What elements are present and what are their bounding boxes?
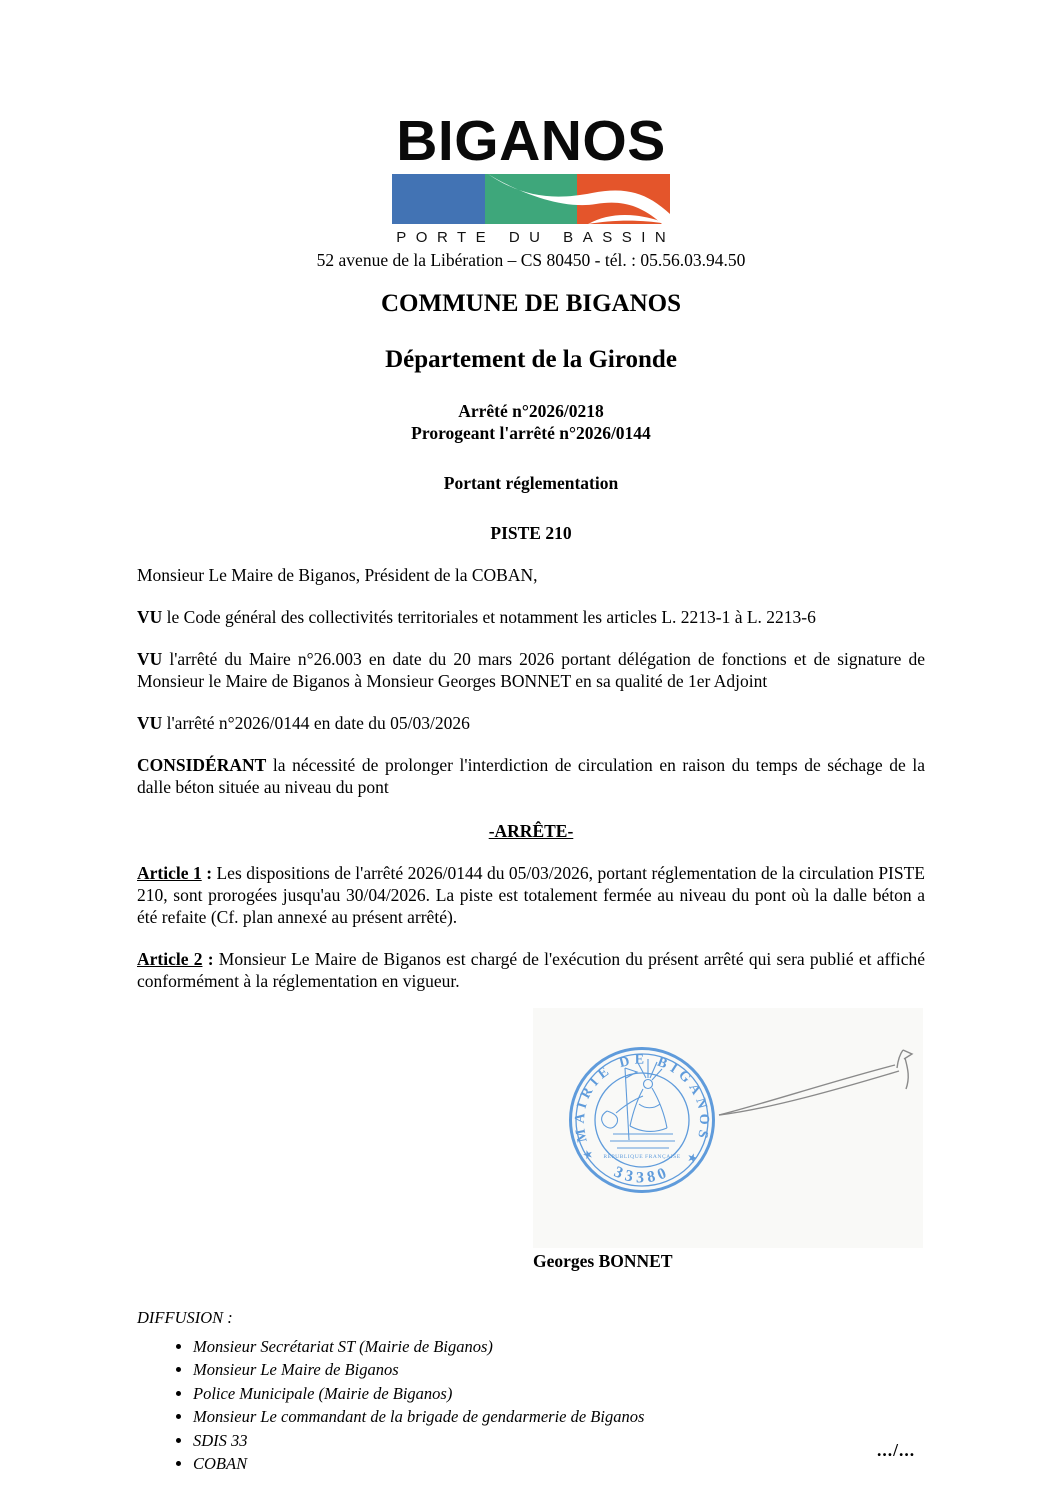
- star-icon: ★: [685, 1149, 700, 1167]
- diffusion-list: [137, 1335, 925, 1475]
- wave-swoosh-icon: [392, 174, 670, 224]
- biganos-logo: [392, 109, 676, 247]
- article2-text: Monsieur Le Maire de Biganos est chargé de l'exécution du présent arrêté qui sera publié et affiché conformément à la réglementation en vigueur.: [137, 949, 926, 992]
- diffusion-section: [137, 1308, 925, 1475]
- signer-name: Georges BONNET: [533, 1251, 673, 1271]
- paragraph-vu3: [137, 712, 925, 734]
- paragraph-intro: Monsieur Le Maire de Biganos, Président de la COBAN,: [137, 565, 538, 586]
- paragraph-vu1: [137, 606, 925, 628]
- paragraph-considerant: [137, 754, 925, 798]
- stamp-top-text: MAIRIE DE BIGANOS: [572, 1052, 712, 1144]
- vu1-text: le Code général des collectivités territoriales et notamment les articles L. 2213-1 à L. 2213-6: [162, 607, 816, 628]
- vu2-label: VU: [137, 649, 163, 670]
- article1-label: Article 1: [137, 863, 202, 884]
- diffusion-label: DIFFUSION :: [137, 1308, 233, 1327]
- diffusion-item: • Police Municipale (Mairie de Biganos): [193, 1382, 925, 1405]
- arrete-section-title: [137, 820, 925, 842]
- article2-label: Article 2: [137, 949, 203, 970]
- stamp-motto: REPUBLIQUE FRANÇAISE: [603, 1154, 681, 1160]
- vu1-label: VU: [137, 607, 163, 628]
- arrete-section-title-text: -ARRÊTE-: [488, 821, 574, 842]
- vu2-text: l'arrêté du Maire n°26.003 en date du 20 mars 2026 portant délégation de fonctions et de signature de Monsieur le Maire de Biganos à Monsieur Georges BONNET en sa qualité de 1er Adjoint: [137, 649, 925, 692]
- stamp-postal-code: 33380: [611, 1163, 673, 1187]
- document-content: [137, 0, 925, 1056]
- vu3-label: VU: [137, 713, 163, 734]
- arrete-proroge-line: Prorogeant l'arrêté n°2026/0144: [411, 423, 651, 444]
- considerant-label: CONSIDÉRANT: [137, 755, 267, 776]
- paragraph-article1: [137, 862, 925, 928]
- diffusion-item: • Monsieur Secrétariat ST (Mairie de Biganos): [193, 1335, 925, 1358]
- considerant-text: la nécessité de prolonger l'interdiction de circulation en raison du temps de séchage de la dalle béton située au niveau du pont: [137, 755, 925, 798]
- arrete-portant-line: Portant réglementation: [443, 473, 619, 494]
- scan-background: [533, 1008, 923, 1248]
- logo-tagline: PORTE DU BASSIN: [396, 229, 676, 247]
- star-icon: ★: [580, 1146, 596, 1163]
- stamp-and-signature-scan: [533, 1008, 923, 1248]
- logo-brand-text: BIGANOS: [396, 109, 666, 173]
- title-commune: COMMUNE DE BIGANOS: [380, 290, 681, 318]
- arrete-piste-line: PISTE 210: [490, 523, 572, 544]
- page-continuation-mark: .../...: [877, 1440, 916, 1460]
- diffusion-item: • SDIS 33: [193, 1429, 925, 1452]
- article2-colon: :: [202, 949, 219, 970]
- diffusion-item: • Monsieur Le Maire de Biganos: [193, 1358, 925, 1381]
- arrete-number: Arrêté n°2026/0218: [458, 401, 604, 422]
- diffusion-item: • Monsieur Le commandant de la brigade de gendarmerie de Biganos: [193, 1405, 925, 1428]
- diffusion-item: • COBAN: [193, 1452, 925, 1475]
- paragraph-article2: [137, 948, 925, 992]
- article1-text: Les dispositions de l'arrêté 2026/0144 du 05/03/2026, portant réglementation de la circulation PISTE 210, sont prorogées jusqu'au 30/04/2026. La piste est totalement fermée au niveau du pont où la dalle béton a été refaite (Cf. plan annexé au présent arrêté).: [137, 863, 925, 928]
- title-departement: Département de la Gironde: [385, 346, 677, 374]
- logo-color-band: [392, 174, 670, 224]
- article1-colon: :: [201, 863, 217, 884]
- paragraph-vu2: [137, 648, 925, 692]
- address-line: 52 avenue de la Libération – CS 80450 - tél. : 05.56.03.94.50: [316, 250, 746, 271]
- vu3-text: l'arrêté n°2026/0144 en date du 05/03/2026: [162, 713, 470, 734]
